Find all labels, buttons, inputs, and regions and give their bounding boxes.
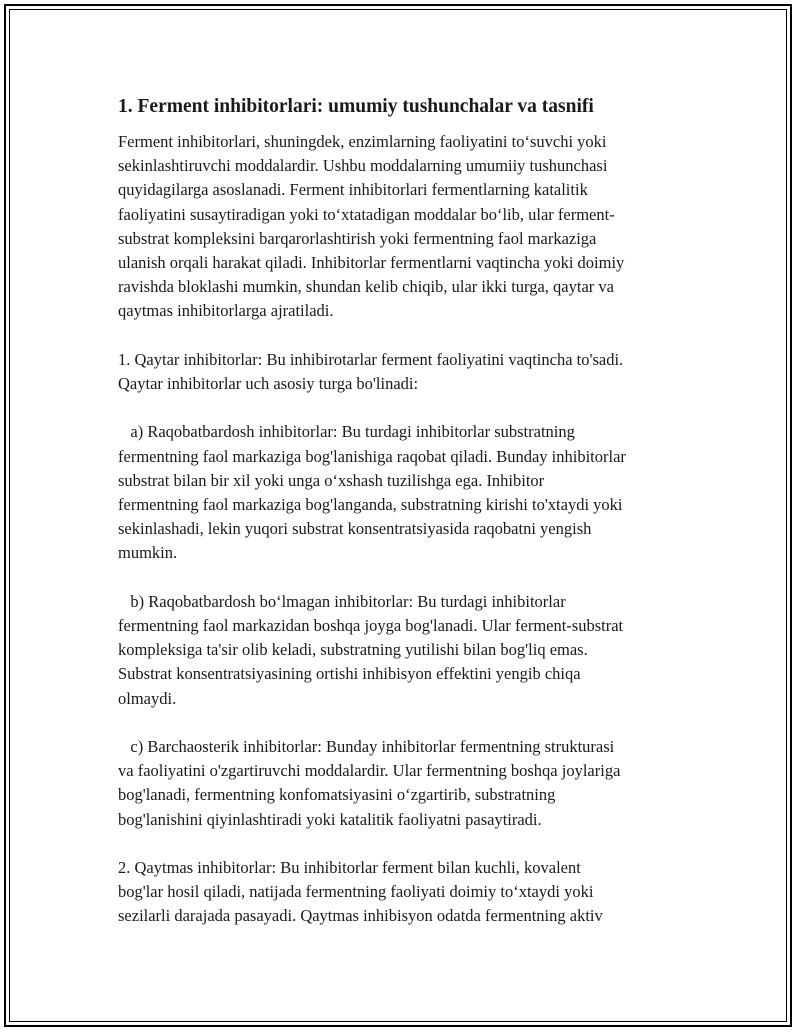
text-line: faoliyatini susaytiradigan yoki to‘xtatadigan moddalar bo‘lib, ular ferment- <box>118 204 615 224</box>
text-line: c) Barchaosterik inhibitorlar: Bunday inhibitorlar fermentning strukturasi <box>118 737 615 757</box>
text-line: olmaydi. <box>118 688 177 708</box>
text-line: ravishda bloklashi mumkin, shundan kelib chiqib, ular ikki turga, qaytar va <box>118 277 614 297</box>
paragraph-spacer <box>118 324 698 348</box>
paragraph-spacer <box>118 566 698 590</box>
text-line: sekinlashadi, lekin yuqori substrat konsentratsiyasida raqobatni yengish <box>118 519 592 539</box>
paragraph-spacer <box>118 396 698 420</box>
text-line: bog'lanishini qiyinlashtiradi yoki katalitik faoliyatni pasaytiradi. <box>118 809 542 829</box>
competitive-inhibitors-paragraph <box>118 420 698 565</box>
reversible-inhibitors-paragraph <box>118 348 698 396</box>
text-line: qaytmas inhibitorlarga ajratiladi. <box>118 301 334 321</box>
text-line: va faoliyatini o'zgartiruvchi moddalardir. Ular fermentning boshqa joylariga <box>118 761 621 781</box>
text-line: substrat bilan bir xil yoki unga o‘xshash tuzilishga ega. Inhibitor <box>118 470 545 490</box>
text-line: Ferment inhibitorlari, shuningdek, enzimlarning faoliyatini to‘suvchi yoki <box>118 132 607 151</box>
text-line: 1. Qaytar inhibitorlar: Bu inhibirotarlar ferment faoliyatini vaqtincha to'sadi. <box>118 349 624 369</box>
text-line: Substrat konsentratsiyasining ortishi inhibisyon effektini yengib chiqa <box>118 664 581 684</box>
text-line: mumkin. <box>118 543 178 563</box>
text-line: substrat kompleksini barqarorlashtirish yoki fermentning faol markaziga <box>118 228 597 248</box>
text-line: bog'lar hosil qiladi, natijada fermentning faoliyati doimiy to‘xtaydi yoki <box>118 882 594 902</box>
paragraph-container <box>118 130 698 929</box>
text-line: sekinlashtiruvchi moddalardir. Ushbu moddalarning umumiiy tushunchasi <box>118 156 608 176</box>
noncompetitive-inhibitors-paragraph <box>118 590 698 711</box>
text-line: bog'lanadi, fermentning konfomatsiyasini o‘zgartirib, substratning <box>118 785 556 805</box>
text-line: fermentning faol markazidan boshqa joyga bog'lanadi. Ular ferment-substrat <box>118 616 624 636</box>
text-line: ulanish orqali harakat qiladi. Inhibitorlar fermentlarni vaqtincha yoki doimiy <box>118 253 625 273</box>
text-line: fermentning faol markaziga bog'langanda, substratning kirishi to'xtaydi yoki <box>118 495 623 515</box>
intro-paragraph <box>118 130 698 324</box>
irreversible-inhibitors-paragraph <box>118 856 698 929</box>
paragraph-spacer <box>118 832 698 856</box>
text-line: sezilarli darajada pasayadi. Qaytmas inhibisyon odatda fermentning aktiv <box>118 906 603 926</box>
text-line: a) Raqobatbardosh inhibitorlar: Bu turdagi inhibitorlar substratning <box>118 422 575 442</box>
text-line: fermentning faol markaziga bog'lanishiga raqobat qiladi. Bunday inhibitorlar <box>118 446 626 466</box>
text-line: 2. Qaytmas inhibitorlar: Bu inhibitorlar ferment bilan kuchli, kovalent <box>118 858 581 878</box>
text-line: Qaytar inhibitorlar uch asosiy turga bo'linadi: <box>118 374 419 394</box>
text-line: kompleksiga ta'sir olib keladi, substratning yutilishi bilan bog'liq emas. <box>118 640 588 660</box>
allosteric-inhibitors-paragraph <box>118 735 698 832</box>
document-body <box>118 94 698 929</box>
text-line: b) Raqobatbardosh bo‘lmagan inhibitorlar: Bu turdagi inhibitorlar <box>118 591 566 611</box>
section-heading: 1. Ferment inhibitorlari: umumiy tushunchalar va tasnifi <box>118 96 594 117</box>
paragraph-spacer <box>118 711 698 735</box>
text-line: quyidagilarga asoslanadi. Ferment inhibitorlari fermentlarning katalitik <box>118 180 588 200</box>
